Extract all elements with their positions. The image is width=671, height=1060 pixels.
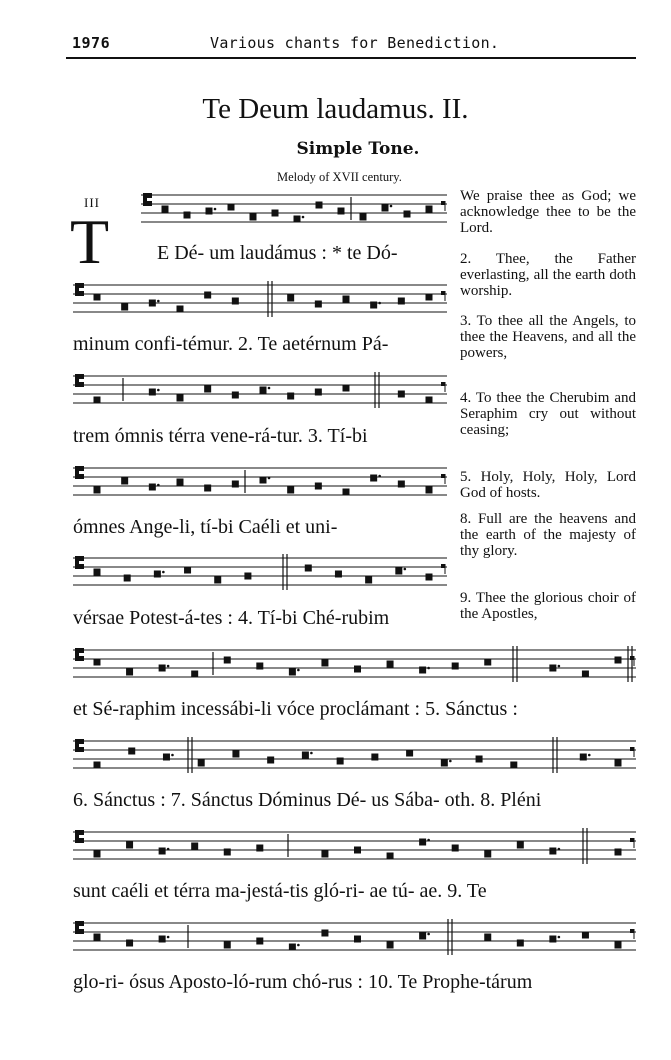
- neume: [267, 757, 274, 764]
- neume: [315, 301, 322, 308]
- neume: [162, 206, 169, 213]
- clef: [79, 747, 84, 752]
- neume: [256, 845, 263, 852]
- clef: [75, 556, 79, 569]
- neume: [154, 571, 161, 578]
- music-staff: [73, 462, 447, 502]
- neume: [549, 936, 556, 943]
- melody-note: Melody of XVII century.: [277, 170, 402, 184]
- neume: [338, 208, 345, 215]
- neume: [387, 661, 394, 668]
- neume-dot: [310, 752, 313, 755]
- neume: [94, 762, 101, 769]
- lyric-line: et Sé-raphim incessábi-li vóce proclámant : 5. Sánctus :: [73, 698, 518, 720]
- neume: [549, 848, 556, 855]
- neume: [615, 849, 622, 856]
- neume: [354, 847, 361, 854]
- clef: [79, 921, 84, 926]
- neume: [315, 483, 322, 490]
- neume: [452, 663, 459, 670]
- neume-dot: [558, 936, 561, 939]
- neume: [580, 754, 587, 761]
- clef: [75, 648, 79, 661]
- lyric-line: sunt caéli et térra ma-jestá-tis gló-ri- ae tú- ae. 9. Te: [73, 880, 487, 902]
- clef: [79, 466, 84, 471]
- clef: [79, 830, 84, 835]
- neume: [305, 565, 312, 572]
- translation-verse: 9. Thee the glorious choir of the Apostles,: [460, 590, 636, 622]
- neume: [126, 940, 133, 947]
- neume: [184, 567, 191, 574]
- neume: [163, 754, 170, 761]
- music-staff: [73, 279, 447, 319]
- clef: [79, 929, 84, 934]
- neume: [232, 298, 239, 305]
- neume: [484, 851, 491, 858]
- neume: [452, 845, 459, 852]
- clef: [147, 201, 152, 206]
- clef: [75, 374, 79, 387]
- clef: [147, 193, 152, 198]
- neume: [256, 663, 263, 670]
- neume-dot: [588, 754, 591, 757]
- neume-dot: [268, 387, 271, 390]
- neume: [354, 936, 361, 943]
- clef: [79, 283, 84, 288]
- neume: [343, 296, 350, 303]
- running-title: Various chants for Benediction.: [210, 34, 500, 52]
- neume: [287, 393, 294, 400]
- translation-verse: We praise thee as God; we acknowledge thee to be the Lord.: [460, 188, 636, 236]
- neume: [517, 940, 524, 947]
- clef: [79, 656, 84, 661]
- mode-number: III: [84, 195, 100, 210]
- neume-dot: [167, 936, 170, 939]
- neume: [244, 573, 251, 580]
- neume: [441, 760, 448, 767]
- neume: [484, 659, 491, 666]
- neume: [360, 214, 367, 221]
- music-staff: [73, 735, 636, 775]
- neume-dot: [378, 302, 381, 305]
- neume: [321, 930, 328, 937]
- neume-dot: [427, 839, 430, 842]
- neume: [232, 392, 239, 399]
- neume: [232, 751, 239, 758]
- neume: [94, 487, 101, 494]
- neume: [343, 385, 350, 392]
- neume: [387, 942, 394, 949]
- music-staff: [73, 552, 447, 592]
- neume: [94, 294, 101, 301]
- custos: [441, 201, 445, 205]
- neume: [615, 760, 622, 767]
- neume-dot: [427, 933, 430, 936]
- neume: [204, 386, 211, 393]
- neume: [287, 295, 294, 302]
- neume: [128, 748, 135, 755]
- music-staff: [73, 644, 636, 684]
- neume: [126, 842, 133, 849]
- neume: [343, 489, 350, 496]
- translation-verse: 2. Thee, the Father everlasting, all the earth doth worship.: [460, 251, 636, 299]
- lyric-line: glo-ri- ósus Aposto-ló-rum chó-rus : 10. Te Prophe-tárum: [73, 971, 533, 993]
- neume: [204, 485, 211, 492]
- music-staff: [141, 189, 447, 229]
- header-rule: [66, 57, 636, 59]
- clef: [79, 838, 84, 843]
- neume: [206, 208, 213, 215]
- neume-dot: [162, 571, 165, 574]
- custos: [630, 838, 634, 842]
- neume: [289, 944, 296, 951]
- clef: [79, 382, 84, 387]
- neume-dot: [427, 667, 430, 670]
- neume: [177, 306, 184, 313]
- clef: [75, 283, 79, 296]
- neume: [395, 568, 402, 575]
- neume: [615, 657, 622, 664]
- neume-dot: [378, 475, 381, 478]
- neume: [387, 853, 394, 860]
- clef: [79, 474, 84, 479]
- neume: [126, 669, 133, 676]
- custos: [630, 929, 634, 933]
- neume: [149, 484, 156, 491]
- custos: [441, 291, 445, 295]
- neume: [159, 665, 166, 672]
- custos: [441, 474, 445, 478]
- clef: [79, 739, 84, 744]
- neume: [321, 851, 328, 858]
- neume-dot: [558, 665, 561, 668]
- music-staff: [73, 370, 447, 410]
- neume: [184, 212, 191, 219]
- neume: [476, 756, 483, 763]
- neume: [426, 487, 433, 494]
- neume: [354, 666, 361, 673]
- clef: [79, 291, 84, 296]
- neume: [224, 849, 231, 856]
- neume: [121, 304, 128, 311]
- neume: [510, 762, 517, 769]
- neume: [582, 671, 589, 678]
- neume: [517, 842, 524, 849]
- lyric-line: 6. Sánctus : 7. Sánctus Dóminus Dé- us Sába- oth. 8. Pléni: [73, 789, 542, 811]
- neume-dot: [449, 760, 452, 763]
- neume: [177, 479, 184, 486]
- neume: [260, 387, 267, 394]
- neume-dot: [157, 389, 160, 392]
- translation-verse: 5. Holy, Holy, Holy, Lord God of hosts.: [460, 469, 636, 501]
- neume: [250, 214, 257, 221]
- page-number: 1976: [72, 34, 111, 52]
- translation-verse: 3. To thee all the Angels, to thee the Heavens, and all the powers,: [460, 313, 636, 361]
- lyric-line: minum confi-témur. 2. Te aetérnum Pá-: [73, 333, 389, 355]
- neume: [94, 569, 101, 576]
- neume: [214, 577, 221, 584]
- neume: [426, 574, 433, 581]
- neume: [337, 758, 344, 765]
- neume: [382, 205, 389, 212]
- neume: [419, 839, 426, 846]
- clef: [79, 564, 84, 569]
- neume-dot: [390, 205, 393, 208]
- neume-dot: [167, 848, 170, 851]
- neume: [94, 851, 101, 858]
- lyric-line: E Dé- um laudámus : * te Dó-: [157, 242, 398, 264]
- clef: [75, 830, 79, 843]
- neume: [159, 936, 166, 943]
- custos: [441, 382, 445, 386]
- neume-dot: [297, 669, 300, 672]
- neume: [419, 667, 426, 674]
- neume: [426, 294, 433, 301]
- neume: [370, 475, 377, 482]
- neume: [287, 487, 294, 494]
- initial-letter: T: [70, 206, 110, 277]
- neume: [149, 300, 156, 307]
- chant-title: Te Deum laudamus. II.: [202, 93, 469, 125]
- neume: [124, 575, 131, 582]
- neume: [370, 302, 377, 309]
- neume: [177, 395, 184, 402]
- neume: [149, 389, 156, 396]
- neume: [289, 669, 296, 676]
- neume: [159, 848, 166, 855]
- neume: [260, 477, 267, 484]
- neume: [371, 754, 378, 761]
- neume-dot: [171, 754, 174, 757]
- neume: [582, 932, 589, 939]
- neume: [232, 481, 239, 488]
- neume-dot: [214, 208, 217, 211]
- neume: [94, 397, 101, 404]
- neume: [406, 750, 413, 757]
- neume-dot: [404, 568, 407, 571]
- neume: [316, 202, 323, 209]
- neume-dot: [157, 300, 160, 303]
- neume: [365, 577, 372, 584]
- neume: [321, 660, 328, 667]
- neume: [484, 934, 491, 941]
- music-staff: [73, 826, 636, 866]
- neume: [426, 206, 433, 213]
- neume: [228, 204, 235, 211]
- neume: [272, 210, 279, 217]
- clef: [143, 193, 147, 206]
- clef: [79, 648, 84, 653]
- neume: [404, 211, 411, 218]
- neume: [94, 659, 101, 666]
- neume-dot: [558, 848, 561, 851]
- neume-dot: [157, 484, 160, 487]
- chant-subtitle: Simple Tone.: [296, 139, 420, 159]
- translation-verse: 8. Full are the heavens and the earth of the majesty of thy glory.: [460, 511, 636, 559]
- neume-dot: [167, 665, 170, 668]
- lyric-line: ómnes Ange-li, tí-bi Caéli et uni-: [73, 516, 338, 538]
- neume: [315, 389, 322, 396]
- neume: [615, 942, 622, 949]
- neume: [94, 934, 101, 941]
- neume: [121, 478, 128, 485]
- neume: [335, 571, 342, 578]
- neume: [398, 298, 405, 305]
- neume: [191, 671, 198, 678]
- clef: [75, 466, 79, 479]
- neume: [302, 752, 309, 759]
- custos: [630, 747, 634, 751]
- translation-verse: 4. To thee the Cherubim and Seraphim cry out without ceasing;: [460, 390, 636, 438]
- neume: [419, 933, 426, 940]
- neume: [549, 665, 556, 672]
- neume: [398, 391, 405, 398]
- clef: [75, 921, 79, 934]
- neume: [204, 292, 211, 299]
- music-staff: [73, 917, 636, 957]
- clef: [79, 374, 84, 379]
- neume-dot: [302, 216, 305, 219]
- neume: [198, 760, 205, 767]
- lyric-line: trem ómnis térra vene-rá-tur. 3. Tí-bi: [73, 425, 368, 447]
- clef: [75, 739, 79, 752]
- neume: [426, 397, 433, 404]
- neume-dot: [297, 944, 300, 947]
- neume: [191, 843, 198, 850]
- lyric-line: vérsae Potest-á-tes : 4. Tí-bi Ché-rubim: [73, 607, 390, 629]
- neume: [224, 942, 231, 949]
- neume-dot: [268, 477, 271, 480]
- clef: [79, 556, 84, 561]
- neume: [256, 938, 263, 945]
- neume: [294, 216, 301, 223]
- neume: [398, 481, 405, 488]
- custos: [441, 564, 445, 568]
- neume: [224, 657, 231, 664]
